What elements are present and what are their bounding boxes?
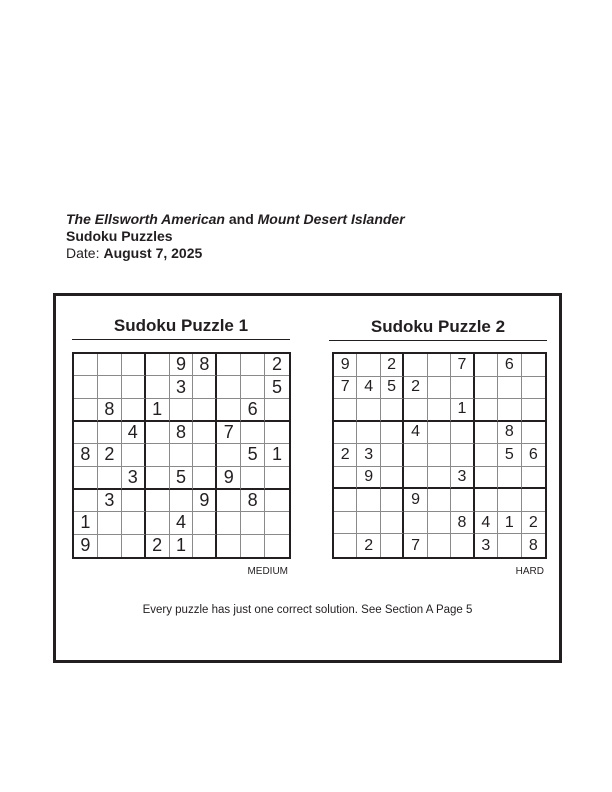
sudoku-cell — [334, 534, 357, 557]
sudoku-cell: 5 — [170, 467, 194, 490]
sudoku-cell — [122, 399, 146, 422]
sudoku-cell — [265, 535, 289, 557]
sudoku-cell: 4 — [475, 512, 498, 535]
puzzle-1-title: Sudoku Puzzle 1 — [72, 316, 290, 340]
sudoku-cell: 9 — [404, 489, 427, 512]
sudoku-cell: 5 — [265, 376, 289, 398]
puzzle-1-difficulty: MEDIUM — [247, 566, 288, 577]
sudoku-cell — [522, 489, 545, 512]
sudoku-cell: 8 — [528, 536, 538, 554]
sudoku-cell — [381, 534, 404, 557]
sudoku-cell — [451, 489, 474, 512]
sudoku-cell — [193, 376, 217, 398]
sudoku-cell: 7 — [451, 354, 474, 377]
sudoku-cell — [193, 467, 217, 490]
sudoku-cell — [357, 399, 380, 422]
sudoku-cell — [428, 489, 451, 512]
sudoku-cell: 3 — [170, 376, 194, 398]
page-subtitle: Sudoku Puzzles — [66, 228, 173, 244]
sudoku-cell — [428, 354, 451, 377]
sudoku-cell — [146, 354, 170, 376]
sudoku-cell — [428, 377, 451, 400]
sudoku-cell — [193, 399, 217, 422]
sudoku-cell: 7 — [404, 534, 427, 557]
sudoku-cell — [265, 512, 289, 534]
puzzle-frame — [53, 293, 562, 663]
sudoku-cell — [334, 467, 357, 490]
sudoku-cell — [98, 422, 122, 444]
sudoku-cell: 8 — [498, 422, 521, 445]
sudoku-cell: 8 — [98, 399, 122, 422]
puzzle-2-grid — [332, 352, 547, 559]
sudoku-cell — [428, 422, 451, 445]
sudoku-cell — [146, 512, 170, 534]
date-line — [66, 245, 405, 262]
sudoku-cell — [122, 376, 146, 398]
sudoku-cell — [98, 376, 122, 398]
sudoku-cell: 2 — [98, 444, 122, 466]
sudoku-cell — [74, 399, 98, 422]
sudoku-cell: 2 — [334, 444, 357, 467]
sudoku-cell — [451, 422, 474, 445]
sudoku-cell: 8 — [74, 444, 98, 466]
sudoku-cell — [381, 422, 404, 445]
sudoku-cell: 3 — [357, 444, 380, 467]
sudoku-cell — [193, 422, 217, 444]
publication-name-1: The Ellsworth American — [66, 211, 225, 227]
publication-conjunction: and — [228, 211, 254, 227]
sudoku-cell — [98, 535, 122, 557]
sudoku-cell — [522, 354, 545, 377]
sudoku-cell: 3 — [122, 467, 146, 490]
sudoku-cell: 8 — [241, 490, 265, 512]
sudoku-cell: 9 — [193, 490, 217, 512]
sudoku-cell: 2 — [265, 354, 289, 376]
sudoku-cell: 4 — [357, 377, 380, 400]
sudoku-cell — [217, 512, 241, 534]
puzzle-1-grid — [72, 352, 291, 559]
sudoku-cell — [265, 490, 289, 512]
sudoku-cell — [498, 489, 521, 512]
sudoku-cell: 2 — [522, 512, 545, 535]
sudoku-cell — [146, 422, 170, 444]
sudoku-cell — [357, 422, 380, 445]
sudoku-cell: 9 — [170, 354, 194, 376]
sudoku-cell: 3 — [451, 467, 474, 490]
sudoku-cell — [404, 444, 427, 467]
sudoku-cell: 1 — [146, 399, 170, 422]
sudoku-cell — [241, 422, 265, 444]
sudoku-cell — [241, 535, 265, 557]
sudoku-cell — [334, 422, 357, 445]
sudoku-cell: 1 — [74, 512, 98, 534]
sudoku-cell: 5 — [498, 444, 521, 467]
sudoku-cell: 7 — [217, 422, 241, 444]
sudoku-cell — [475, 444, 498, 467]
sudoku-cell: 2 — [404, 377, 427, 400]
sudoku-cell: 9 — [357, 467, 380, 490]
sudoku-cell: 8 — [170, 422, 194, 444]
sudoku-cell — [522, 467, 545, 490]
sudoku-cell — [241, 376, 265, 398]
sudoku-cell — [193, 535, 217, 557]
sudoku-cell — [122, 354, 146, 376]
sudoku-cell — [122, 444, 146, 466]
sudoku-cell — [381, 489, 404, 512]
sudoku-cell — [74, 490, 98, 512]
sudoku-cell: 9 — [334, 354, 357, 377]
sudoku-cell: 8 — [193, 354, 217, 376]
sudoku-cell — [522, 422, 545, 445]
sudoku-cell: 2 — [357, 534, 380, 557]
sudoku-cell: 6 — [241, 399, 265, 422]
sudoku-cell — [265, 467, 289, 490]
sudoku-cell — [170, 490, 194, 512]
sudoku-cell — [241, 354, 265, 376]
sudoku-cell: 3 — [475, 534, 498, 557]
sudoku-cell — [98, 512, 122, 534]
sudoku-cell: 4 — [404, 422, 427, 445]
sudoku-cell — [381, 444, 404, 467]
sudoku-cell: 2 — [381, 354, 404, 377]
sudoku-cell — [265, 399, 289, 422]
sudoku-cell — [146, 467, 170, 490]
sudoku-cell — [381, 512, 404, 535]
sudoku-cell: 6 — [498, 354, 521, 377]
sudoku-cell — [498, 534, 521, 557]
sudoku-cell — [404, 512, 427, 535]
sudoku-cell — [170, 399, 194, 422]
sudoku-cell — [334, 489, 357, 512]
solution-note: Every puzzle has just one correct solution. See Section A Page 5 — [142, 604, 473, 616]
sudoku-cell — [428, 467, 451, 490]
sudoku-cell — [522, 377, 545, 400]
sudoku-cell — [217, 376, 241, 398]
sudoku-cell: 3 — [98, 490, 122, 512]
sudoku-cell — [357, 512, 380, 535]
sudoku-cell: 1 — [170, 535, 194, 557]
sudoku-cell — [98, 467, 122, 490]
sudoku-cell: 9 — [74, 535, 98, 557]
sudoku-cell — [475, 354, 498, 377]
sudoku-cell — [217, 535, 241, 557]
sudoku-cell — [357, 489, 380, 512]
sudoku-cell — [357, 354, 380, 377]
sudoku-cell — [170, 444, 194, 466]
puzzle-2-difficulty: HARD — [515, 566, 544, 577]
sudoku-cell: 7 — [334, 377, 357, 400]
sudoku-cell — [404, 399, 427, 422]
sudoku-cell — [193, 444, 217, 466]
sudoku-cell — [146, 376, 170, 398]
sudoku-cell — [498, 377, 521, 400]
sudoku-cell — [74, 354, 98, 376]
sudoku-cell — [475, 377, 498, 400]
sudoku-cell: 4 — [170, 512, 194, 534]
sudoku-cell: 1 — [451, 399, 474, 422]
sudoku-cell — [146, 444, 170, 466]
sudoku-cell — [451, 534, 474, 557]
sudoku-cell: 1 — [265, 444, 289, 466]
sudoku-cell — [334, 512, 357, 535]
sudoku-cell — [451, 444, 474, 467]
sudoku-cell — [98, 354, 122, 376]
sudoku-cell: 5 — [241, 444, 265, 466]
sudoku-cell — [404, 354, 427, 377]
sudoku-cell — [498, 467, 521, 490]
page-header — [66, 211, 405, 262]
sudoku-cell — [475, 467, 498, 490]
sudoku-cell — [475, 399, 498, 422]
sudoku-cell — [428, 399, 451, 422]
sudoku-cell — [381, 467, 404, 490]
sudoku-cell — [74, 376, 98, 398]
sudoku-cell — [498, 399, 521, 422]
sudoku-cell: 8 — [451, 512, 474, 535]
sudoku-cell — [381, 399, 404, 422]
sudoku-cell — [475, 489, 498, 512]
sudoku-cell — [428, 534, 451, 557]
sudoku-cell — [428, 444, 451, 467]
sudoku-cell — [404, 467, 427, 490]
sudoku-cell — [122, 512, 146, 534]
sudoku-cell — [265, 422, 289, 444]
sudoku-cell — [74, 422, 98, 444]
sudoku-cell — [475, 422, 498, 445]
publication-line — [66, 211, 405, 228]
sudoku-cell — [122, 490, 146, 512]
sudoku-cell — [217, 399, 241, 422]
sudoku-cell — [193, 512, 217, 534]
publication-name-2: Mount Desert Islander — [257, 211, 405, 227]
sudoku-cell — [428, 512, 451, 535]
sudoku-cell — [122, 535, 146, 557]
sudoku-cell — [146, 490, 170, 512]
sudoku-cell — [451, 377, 474, 400]
sudoku-cell: 4 — [122, 422, 146, 444]
sudoku-cell — [74, 467, 98, 490]
sudoku-cell — [217, 490, 241, 512]
sudoku-cell — [334, 399, 357, 422]
sudoku-cell: 1 — [498, 512, 521, 535]
sudoku-cell — [241, 467, 265, 490]
sudoku-cell — [522, 399, 545, 422]
date-label: Date: — [66, 245, 100, 261]
sudoku-cell: 5 — [381, 377, 404, 400]
sudoku-cell: 9 — [217, 467, 241, 490]
sudoku-cell — [217, 354, 241, 376]
sudoku-cell — [241, 512, 265, 534]
date-value: August 7, 2025 — [103, 245, 203, 261]
sudoku-cell — [217, 444, 241, 466]
sudoku-cell: 2 — [146, 535, 170, 557]
puzzle-2-title: Sudoku Puzzle 2 — [329, 317, 547, 341]
sudoku-cell: 6 — [522, 444, 545, 467]
